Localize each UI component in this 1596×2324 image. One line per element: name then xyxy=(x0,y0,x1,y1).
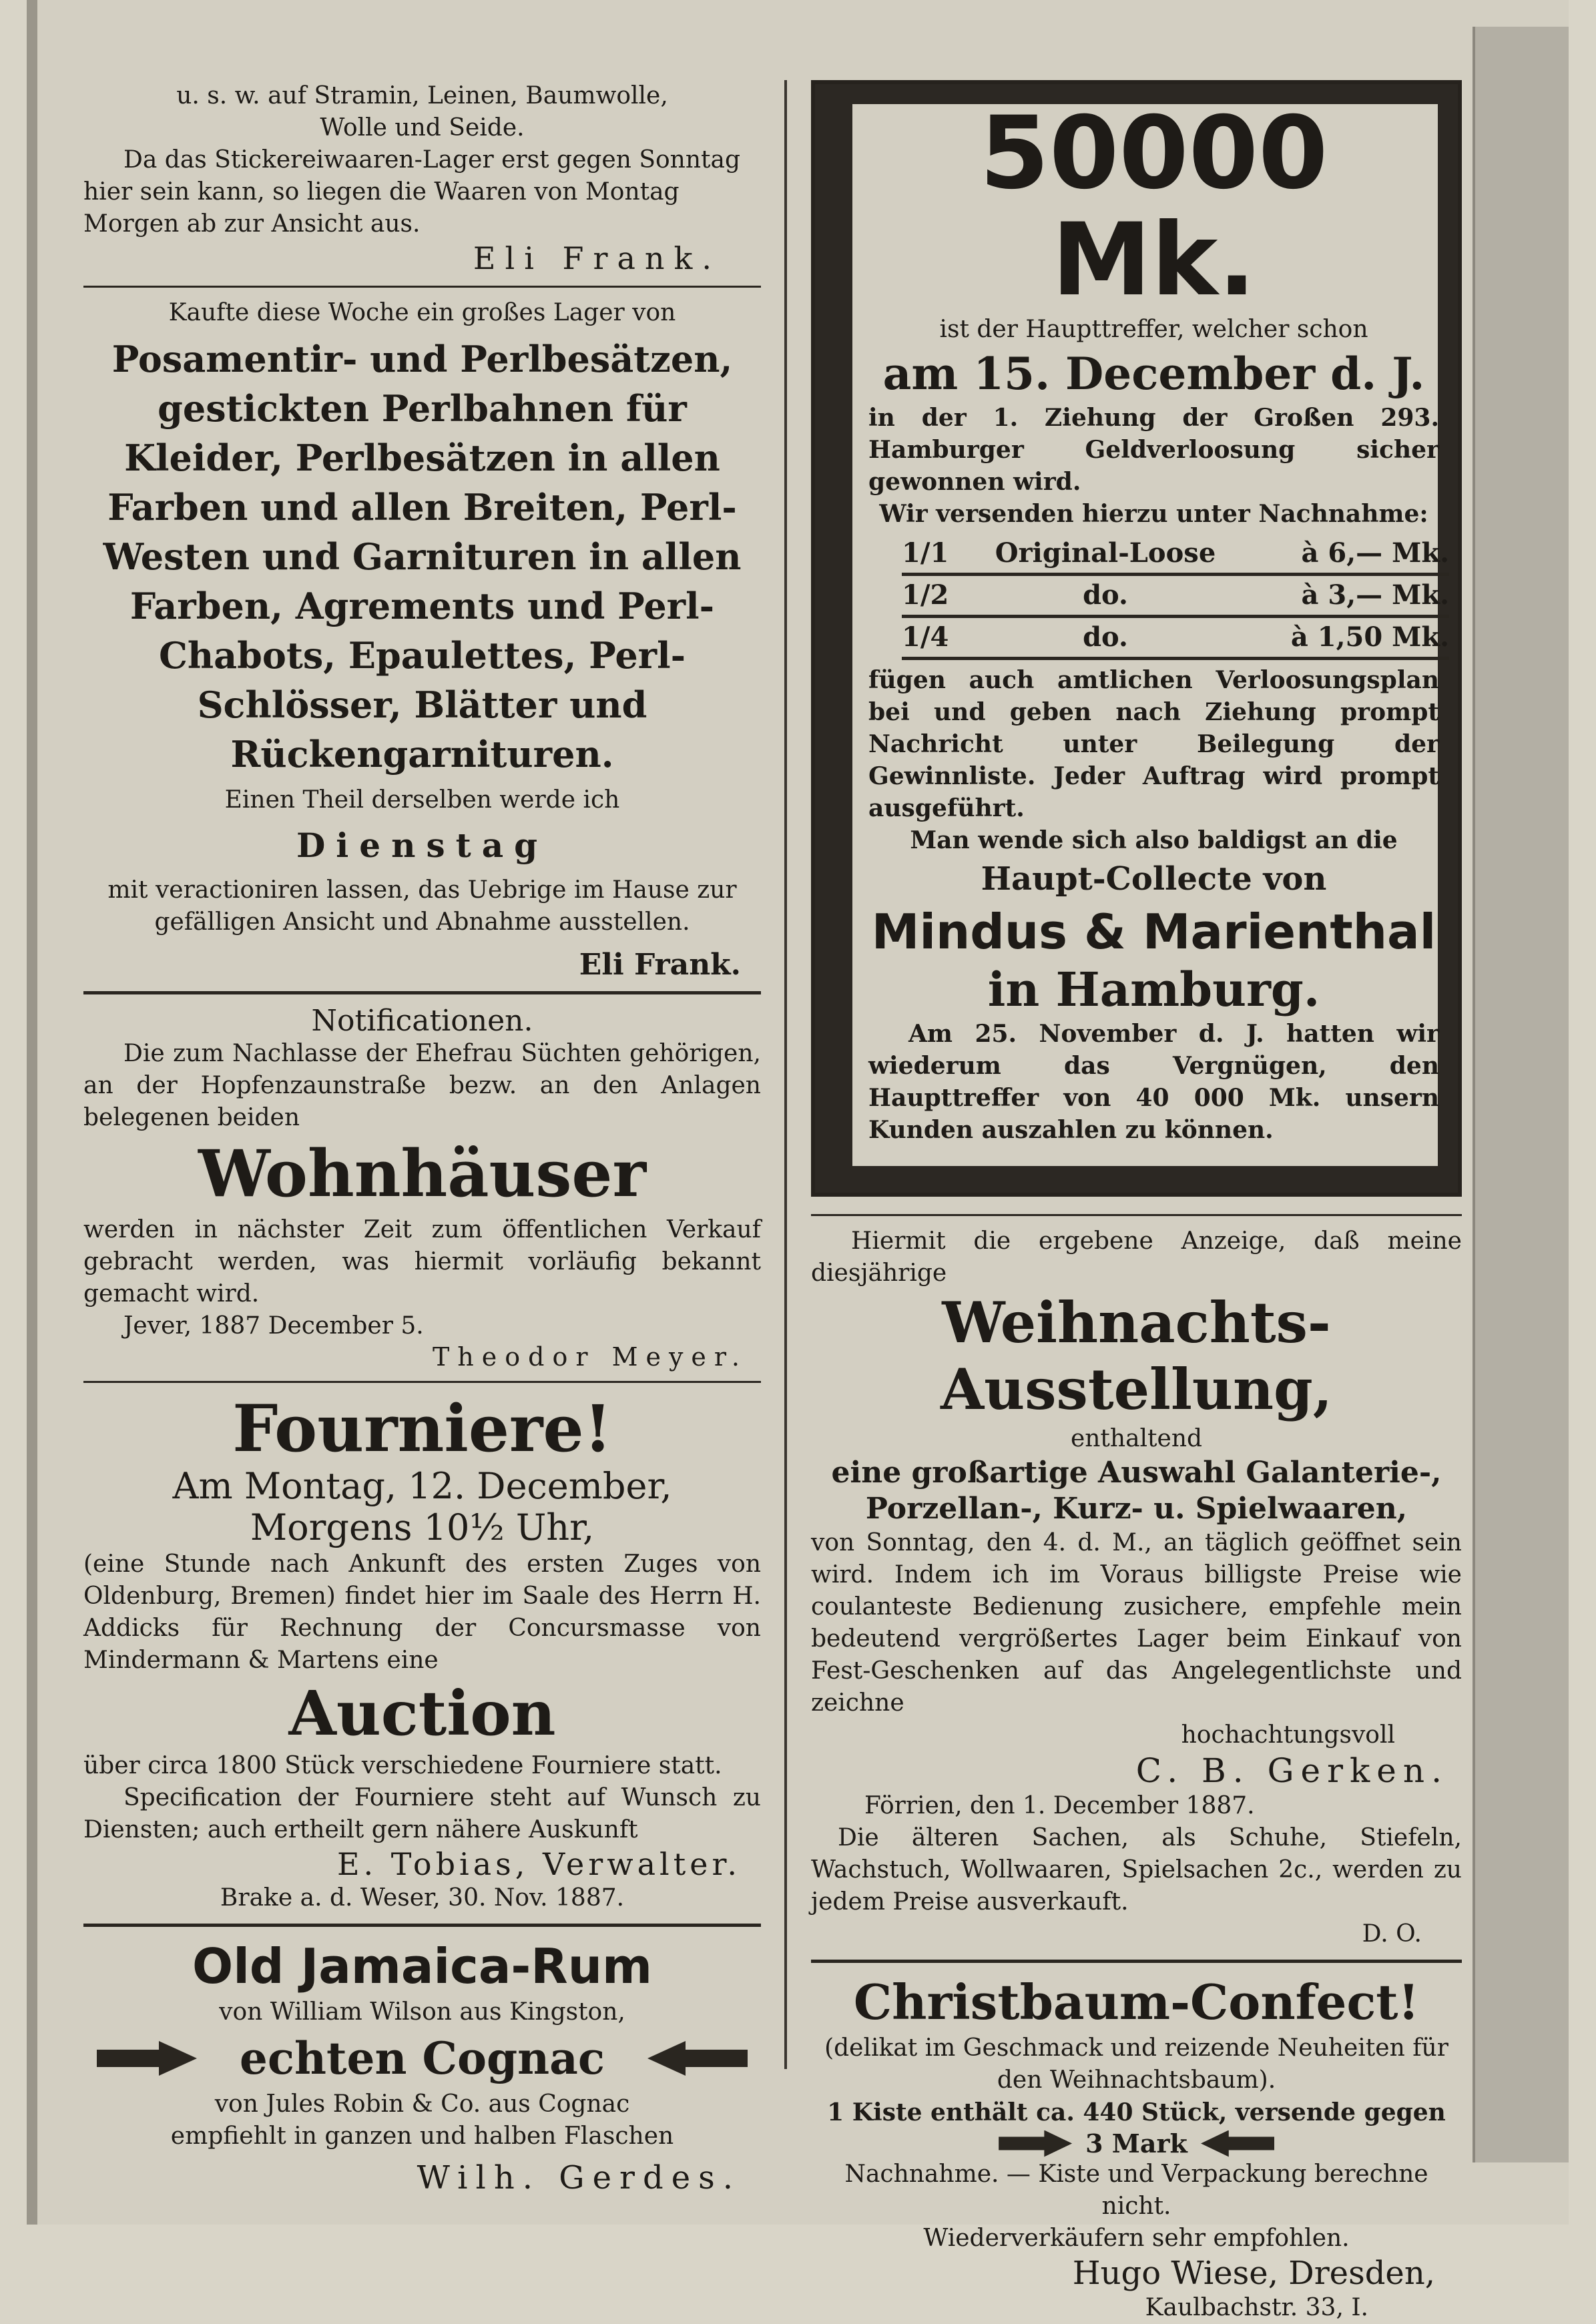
box-shadow xyxy=(815,84,852,1193)
ad-address: Kaulbachstr. 33, I. xyxy=(1145,2294,1368,2321)
ad-line: mit veractioniren lassen, das Uebrige im Hause zur gefälligen Ansicht und Abnahme ausstellen. xyxy=(107,876,737,936)
divider xyxy=(811,1960,1462,1963)
ad-text: Specification der Fourniere steht auf Wunsch zu Diensten; auch ertheilt gern nähere Auskunft xyxy=(83,1784,761,1843)
ad-line: ist der Haupttreffer, welcher schon xyxy=(939,316,1368,343)
eli-frank-ad-1 xyxy=(83,80,761,276)
ad-headline: Posamentir- und Perlbesätzen, gestickten Perlbahnen für Kleider, Perlbesätzen in allen Farben und allen Breiten, Perl-Westen und Garnituren in allen Farben, Agrements und Perl-Chabots, Epaulettes, Perl-Schlösser, Blätter und Rückengarnituren. xyxy=(103,338,742,776)
divider xyxy=(811,1214,1462,1216)
divider xyxy=(83,1924,761,1927)
signature: E. Tobias, Verwalter. xyxy=(336,1846,741,1882)
left-column xyxy=(83,80,761,2197)
ad-intro: Hiermit die ergebene Anzeige, daß meine diesjährige xyxy=(811,1227,1462,1287)
ad-line: Da das Stickereiwaaren-Lager erst gegen Sonntag xyxy=(123,146,741,174)
ad-collect: Haupt-Collecte von xyxy=(981,860,1327,898)
ad-line: von Jules Robin & Co. aus Cognac xyxy=(214,2090,630,2118)
ad-text: Die zum Nachlasse der Ehefrau Süchten gehörigen, an der Hopfenzaunstraße bezw. an den Anlagen belegenen beiden xyxy=(83,1040,761,1131)
ad-line: u. s. w. auf Stramin, Leinen, Baumwolle, xyxy=(176,82,668,109)
ad-line: Morgen ab zur Ansicht aus. xyxy=(83,210,421,238)
ad-regards: hochachtungsvoll xyxy=(1181,1721,1395,1749)
price-item: do. xyxy=(1083,621,1128,653)
ad-line: Wir versenden hierzu unter Nachnahme: xyxy=(879,500,1428,528)
divider xyxy=(83,1381,761,1383)
ad-headline: Weihnachts-Ausstellung, xyxy=(940,1289,1332,1422)
lottery-amount: 50000 Mk. xyxy=(979,95,1328,318)
right-column xyxy=(811,80,1462,2324)
ad-line: von William Wilson aus Kingston, xyxy=(219,1998,625,2026)
newspaper-page xyxy=(27,0,1569,2321)
pointing-hand-icon xyxy=(1201,2130,1274,2157)
ad-line: Wolle und Seide. xyxy=(320,114,525,141)
price-value: à 6,— Mk. xyxy=(1301,537,1449,569)
ad-line: Nachnahme. — Kiste und Verpackung berechne nicht. xyxy=(844,2160,1428,2220)
rum-ad xyxy=(83,1936,761,2197)
ad-text: von Sonntag, den 4. d. M., an täglich geöffnet sein wird. Indem ich im Voraus billigste Preise wie coulanteste Bedienung zusichere, empfehle mein bedeutend vergrößertes Lager beim Einkauf von Fest-Geschenken auf das Angelegentlichste und zeichne xyxy=(811,1529,1462,1717)
lottery-firm: Mindus & Marienthal xyxy=(871,904,1436,960)
ad-headline: Wohnhäuser xyxy=(198,1136,647,1211)
pointing-hand-icon xyxy=(647,2041,748,2076)
price-value: à 1,50 Mk. xyxy=(1290,621,1449,653)
ad-line: Wiederverkäufern sehr empfohlen. xyxy=(923,2225,1350,2252)
signature: Wilh. Gerdes. xyxy=(417,2159,741,2197)
price-row xyxy=(902,534,1449,576)
fourniere-ad xyxy=(83,1392,761,1914)
signature: Theodor Meyer. xyxy=(432,1342,748,1372)
ad-headline: Old Jamaica-Rum xyxy=(192,1938,653,1994)
signature: C. B. Gerken. xyxy=(1135,1751,1448,1790)
ad-line: eine großartige Auswahl Galanterie-, Porzellan-, Kurz- u. Spielwaaren, xyxy=(831,1456,1442,1526)
ad-text: über circa 1800 Stück verschiedene Fourniere statt. xyxy=(83,1752,722,1779)
ad-line: empfiehlt in ganzen und halben Flaschen xyxy=(170,2122,674,2150)
signature: Eli Frank. xyxy=(473,240,721,276)
right-page-edge xyxy=(1473,27,1569,2162)
ad-headline: Christbaum-Confect! xyxy=(853,1974,1420,2030)
lottery-city: in Hamburg. xyxy=(987,962,1320,1017)
ad-line: Man wende sich also baldigst an die xyxy=(910,826,1398,854)
price-row xyxy=(902,576,1449,618)
ad-date: Jever, 1887 December 5. xyxy=(123,1312,424,1340)
ad-line: 1 Kiste enthält ca. 440 Stück, versende gegen xyxy=(827,2098,1446,2126)
price-fraction: 1/2 xyxy=(902,579,949,611)
price-fraction: 1/1 xyxy=(902,537,949,569)
pointing-hand-icon xyxy=(999,2130,1072,2157)
signature: Eli Frank. xyxy=(579,948,741,982)
ad-text: (delikat im Geschmack und reizende Neuheiten für den Weihnachtsbaum). xyxy=(824,2034,1448,2094)
ad-price: 3 Mark xyxy=(1085,2128,1187,2158)
price-value: à 3,— Mk. xyxy=(1301,579,1449,611)
ad-line: Morgens 10½ Uhr, xyxy=(250,1506,595,1548)
box-shadow xyxy=(815,1166,1458,1193)
ad-headline: Fourniere! xyxy=(232,1391,612,1466)
ad-intro: Kaufte diese Woche ein großes Lager von xyxy=(168,299,676,326)
price-row xyxy=(902,618,1449,660)
lottery-date: am 15. December d. J. xyxy=(882,348,1425,400)
divider xyxy=(83,991,761,994)
ad-initials: D. O. xyxy=(1362,1920,1422,1948)
column-divider xyxy=(784,80,787,2069)
ad-day: Dienstag xyxy=(296,826,549,865)
ad-text: werden in nächster Zeit zum öffentlichen Verkauf gebracht werden, was hiermit vorläufig bekannt gemacht wird. xyxy=(83,1216,761,1308)
ad-text: (eine Stunde nach Ankunft des ersten Zuges von Oldenburg, Bremen) findet hier im Saale des Herrn H. Addicks für Rechnung der Concursmasse von Mindermann & Martens eine xyxy=(83,1550,761,1674)
ad-line: Einen Theil derselben werde ich xyxy=(224,786,620,814)
ad-line: hier sein kann, so liegen die Waaren von Montag xyxy=(83,178,680,206)
price-table xyxy=(902,534,1449,660)
left-page-edge xyxy=(27,0,37,2225)
ad-date: Förrien, den 1. December 1887. xyxy=(864,1792,1255,1819)
gerken-ad xyxy=(811,1225,1462,1950)
ad-line: Am Montag, 12. December, xyxy=(172,1465,672,1507)
confect-ad xyxy=(811,1972,1462,2324)
ad-text: Am 25. November d. J. hatten wir wiederum das Vergnügen, den Haupttreffer von 40 000 Mk. unsern Kunden auszahlen zu können. xyxy=(868,1020,1439,1144)
ad-auction: Auction xyxy=(288,1677,556,1749)
ad-place: Brake a. d. Weser, 30. Nov. 1887. xyxy=(220,1884,625,1912)
signature: Hugo Wiese, Dresden, xyxy=(1072,2255,1435,2292)
notification-ad xyxy=(83,1004,761,1372)
price-item: Original-Loose xyxy=(995,537,1216,569)
ad-note: Die älteren Sachen, als Schuhe, Stiefeln, Wachstuch, Wollwaaren, Spielsachen 2c., werden zu jedem Preise ausverkauft. xyxy=(811,1824,1462,1916)
ad-cognac: echten Cognac xyxy=(239,2032,605,2084)
ad-text: fügen auch amtlichen Verloosungsplan bei und geben nach Ziehung prompt Nachricht unter Beilegung der Gewinnliste. Jeder Auftrag wird prompt ausgeführt. xyxy=(868,666,1439,822)
divider xyxy=(83,286,761,288)
eli-frank-ad-2 xyxy=(83,297,761,982)
ad-text: in der 1. Ziehung der Großen 293. Hamburger Geldverloosung sicher gewonnen wird. xyxy=(868,404,1439,496)
price-fraction: 1/4 xyxy=(902,621,949,653)
ad-line: enthaltend xyxy=(1070,1425,1203,1452)
lottery-ad xyxy=(811,80,1462,1197)
ad-title: Notificationen. xyxy=(311,1004,533,1038)
pointing-hand-icon xyxy=(97,2041,197,2076)
price-item: do. xyxy=(1083,579,1128,611)
